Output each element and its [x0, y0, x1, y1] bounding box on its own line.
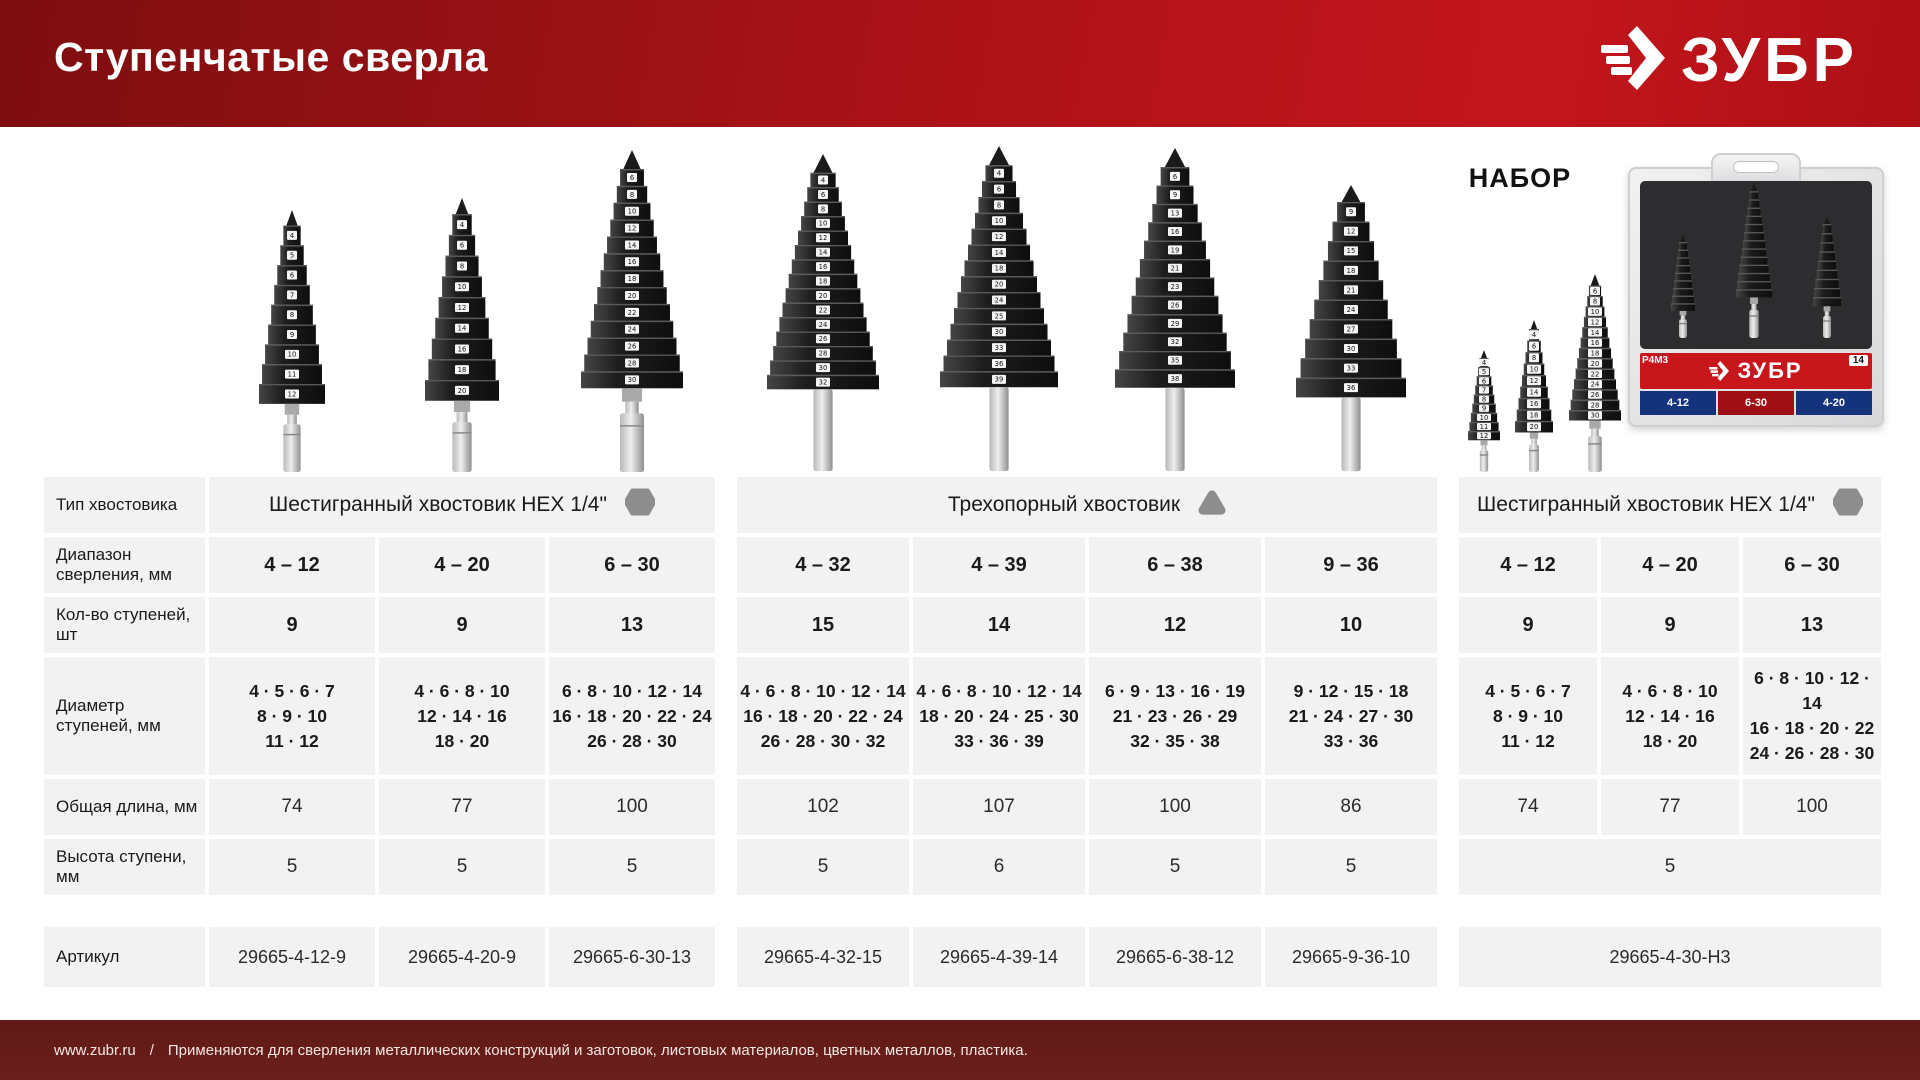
package-brand-strip: [1640, 353, 1872, 389]
package-size-labels: [1640, 391, 1872, 415]
set-drill-image-2: [1515, 320, 1553, 477]
svg-text:12: 12: [1346, 227, 1356, 236]
svg-text:12: 12: [457, 303, 467, 312]
svg-text:30: 30: [627, 376, 637, 385]
svg-text:32: 32: [818, 378, 828, 387]
diameter-cell: 6 · 8 · 10 · 12 · 14 16 · 18 · 20 · 22 24 · 26 · 28 · 30: [1743, 657, 1881, 775]
svg-text:28: 28: [1590, 401, 1600, 410]
svg-text:6: 6: [629, 173, 635, 182]
shank-cell: Шестигранный хвостовик HEX 1/4": [1459, 477, 1881, 533]
svg-text:10: 10: [818, 219, 828, 228]
svg-text:6: 6: [1592, 287, 1598, 296]
svg-text:5: 5: [289, 251, 295, 260]
svg-text:24: 24: [1590, 380, 1600, 389]
step-height-cell: 5: [737, 839, 909, 895]
svg-text:16: 16: [1590, 339, 1600, 348]
svg-text:10: 10: [287, 350, 297, 359]
svg-text:12: 12: [1590, 318, 1600, 327]
step-drill-image-5: [940, 146, 1058, 477]
svg-text:10: 10: [627, 207, 637, 216]
range-cell: 4 – 32: [737, 537, 909, 593]
article-cell: 29665-4-20-9: [379, 927, 545, 987]
header-band: [0, 0, 1920, 127]
svg-text:33: 33: [1346, 364, 1356, 373]
svg-text:28: 28: [818, 349, 828, 358]
svg-text:8: 8: [289, 311, 295, 320]
svg-text:18: 18: [994, 264, 1004, 273]
svg-text:8: 8: [459, 262, 465, 271]
hex-icon: [1833, 488, 1863, 522]
svg-text:26: 26: [1170, 301, 1180, 310]
diameter-cell: 4 · 5 · 6 · 7 8 · 9 · 10 11 · 12: [209, 657, 375, 775]
package-hanger: [1711, 153, 1801, 181]
brand-logo: [1601, 26, 1858, 95]
range-cell: 6 – 38: [1089, 537, 1261, 593]
length-cell: 102: [737, 779, 909, 835]
svg-text:6: 6: [1531, 342, 1537, 351]
svg-text:4: 4: [459, 220, 465, 229]
svg-text:10: 10: [1590, 308, 1600, 317]
row-label: Кол-во ступеней, шт: [44, 597, 205, 653]
steps-cell: 15: [737, 597, 909, 653]
zubr-bison-icon: [1601, 26, 1665, 95]
range-cell: 6 – 30: [549, 537, 715, 593]
svg-text:26: 26: [1590, 390, 1600, 399]
package-brand-name: ЗУБР: [1737, 358, 1803, 383]
row-label: Артикул: [44, 927, 205, 987]
length-cell: 107: [913, 779, 1085, 835]
svg-text:22: 22: [1590, 370, 1600, 379]
svg-text:12: 12: [287, 390, 297, 399]
svg-text:6: 6: [1172, 172, 1178, 181]
article-cell-merged: 29665-4-30-Н3: [1459, 927, 1881, 987]
svg-text:14: 14: [994, 248, 1004, 257]
article-cell: 29665-6-38-12: [1089, 927, 1261, 987]
range-cell: 9 – 36: [1265, 537, 1437, 593]
svg-text:8: 8: [629, 190, 635, 199]
svg-text:6: 6: [1481, 377, 1487, 386]
range-cell: 4 – 12: [1459, 537, 1597, 593]
svg-text:12: 12: [1529, 377, 1539, 386]
set-drill-image-1: [1468, 350, 1500, 477]
step-drill-image-4: [767, 154, 879, 477]
footer-separator: /: [149, 1041, 154, 1059]
step-height-cell: 5: [379, 839, 545, 895]
svg-text:8: 8: [1531, 354, 1537, 363]
svg-text:13: 13: [1170, 209, 1180, 218]
article-cell: 29665-6-30-13: [549, 927, 715, 987]
svg-text:18: 18: [1590, 349, 1600, 358]
step-drill-image-1: [259, 210, 325, 477]
svg-text:14: 14: [1529, 388, 1539, 397]
zubr-bison-icon: [1709, 361, 1729, 381]
svg-text:9: 9: [289, 330, 295, 339]
steps-cell: 9: [209, 597, 375, 653]
svg-text:24: 24: [994, 296, 1004, 305]
svg-text:10: 10: [457, 283, 467, 292]
svg-text:21: 21: [1170, 264, 1180, 273]
svg-text:4: 4: [1531, 331, 1537, 340]
svg-text:18: 18: [1346, 266, 1356, 275]
article-cell: 29665-4-39-14: [913, 927, 1085, 987]
svg-text:36: 36: [1346, 384, 1356, 393]
diameter-cell: 4 · 6 · 8 · 10 · 12 · 14 16 · 18 · 20 · 22 · 24 26 · 28 · 30 · 32: [737, 657, 909, 775]
product-images: [0, 127, 1920, 480]
diameter-cell: 4 · 6 · 8 · 10 12 · 14 · 16 18 · 20: [379, 657, 545, 775]
svg-text:11: 11: [287, 370, 297, 379]
svg-text:24: 24: [627, 325, 637, 334]
svg-text:25: 25: [994, 312, 1004, 321]
svg-text:16: 16: [627, 258, 637, 267]
svg-text:28: 28: [627, 359, 637, 368]
svg-text:20: 20: [627, 291, 637, 300]
svg-text:10: 10: [994, 217, 1004, 226]
svg-text:18: 18: [457, 366, 467, 375]
hex-icon: [625, 488, 655, 522]
range-cell: 6 – 30: [1743, 537, 1881, 593]
steps-cell: 9: [379, 597, 545, 653]
svg-text:30: 30: [1590, 411, 1600, 420]
steps-cell: 13: [549, 597, 715, 653]
svg-text:23: 23: [1170, 283, 1180, 292]
set-label: НАБОР: [1468, 163, 1572, 193]
svg-text:16: 16: [457, 345, 467, 354]
steps-cell: 9: [1601, 597, 1739, 653]
svg-text:12: 12: [994, 233, 1004, 242]
article-cell: 29665-4-32-15: [737, 927, 909, 987]
svg-text:30: 30: [818, 364, 828, 373]
svg-text:6: 6: [820, 190, 826, 199]
svg-text:12: 12: [1479, 432, 1489, 441]
svg-text:20: 20: [1529, 423, 1539, 432]
steps-cell: 9: [1459, 597, 1597, 653]
steps-cell: 13: [1743, 597, 1881, 653]
svg-text:4: 4: [820, 176, 826, 185]
steps-cell: 10: [1265, 597, 1437, 653]
range-cell: 4 – 39: [913, 537, 1085, 593]
step-drill-image-3: [581, 150, 683, 477]
svg-text:20: 20: [1590, 359, 1600, 368]
length-cell: 86: [1265, 779, 1437, 835]
svg-text:30: 30: [994, 328, 1004, 337]
step-height-cell: 6: [913, 839, 1085, 895]
range-cell: 4 – 12: [209, 537, 375, 593]
svg-text:6: 6: [996, 185, 1002, 194]
step-drill-image-7: [1296, 185, 1406, 477]
step-height-cell: 5: [549, 839, 715, 895]
svg-text:20: 20: [818, 291, 828, 300]
svg-text:35: 35: [1170, 356, 1180, 365]
length-cell: 74: [209, 779, 375, 835]
trilobe-icon: [1198, 488, 1226, 522]
svg-text:26: 26: [627, 342, 637, 351]
svg-text:8: 8: [1592, 297, 1598, 306]
svg-text:24: 24: [1346, 305, 1356, 314]
step-height-cell: 5: [1265, 839, 1437, 895]
svg-text:18: 18: [1529, 411, 1539, 420]
diameter-cell: 9 · 12 · 15 · 18 21 · 24 · 27 · 30 33 · 36: [1265, 657, 1437, 775]
svg-text:18: 18: [818, 277, 828, 286]
package-steel-grade: Р4М3: [1642, 355, 1669, 366]
svg-text:19: 19: [1170, 246, 1180, 255]
set-drill-image-3: [1569, 274, 1621, 477]
svg-text:33: 33: [994, 344, 1004, 353]
svg-text:4: 4: [289, 231, 295, 240]
svg-text:10: 10: [1479, 413, 1489, 422]
package-size-1: 4-12: [1640, 391, 1716, 415]
steps-cell: 12: [1089, 597, 1261, 653]
diameter-cell: 6 · 9 · 13 · 16 · 19 21 · 23 · 26 · 29 32 · 35 · 38: [1089, 657, 1261, 775]
step-height-cell: 5: [1089, 839, 1261, 895]
svg-text:5: 5: [1481, 368, 1487, 377]
svg-text:6: 6: [289, 271, 295, 280]
step-drill-image-2: [425, 198, 499, 477]
svg-text:14: 14: [627, 241, 637, 250]
package-size-2: 6-30: [1718, 391, 1794, 415]
shank-cell: Трехопорный хвостовик: [737, 477, 1437, 533]
length-cell: 74: [1459, 779, 1597, 835]
article-cell: 29665-4-12-9: [209, 927, 375, 987]
svg-text:16: 16: [818, 263, 828, 272]
svg-text:22: 22: [627, 308, 637, 317]
svg-text:14: 14: [457, 324, 467, 333]
svg-text:7: 7: [289, 291, 295, 300]
svg-text:18: 18: [627, 275, 637, 284]
svg-text:4: 4: [1481, 358, 1487, 367]
length-cell: 100: [1089, 779, 1261, 835]
svg-text:9: 9: [1172, 191, 1178, 200]
svg-text:29: 29: [1170, 319, 1180, 328]
length-cell: 77: [379, 779, 545, 835]
row-label: Общая длина, мм: [44, 779, 205, 835]
svg-text:32: 32: [1170, 338, 1180, 347]
svg-text:22: 22: [818, 306, 828, 315]
svg-text:11: 11: [1479, 422, 1489, 431]
svg-text:4: 4: [996, 169, 1002, 178]
svg-text:15: 15: [1346, 247, 1356, 256]
svg-text:14: 14: [1590, 328, 1600, 337]
range-cell: 4 – 20: [379, 537, 545, 593]
length-cell: 100: [1743, 779, 1881, 835]
row-label: Диаметр ступеней, мм: [44, 657, 205, 775]
package-qty-badge: 14: [1849, 355, 1868, 366]
svg-text:8: 8: [820, 205, 826, 214]
svg-text:36: 36: [994, 359, 1004, 368]
article-cell: 29665-9-36-10: [1265, 927, 1437, 987]
svg-text:14: 14: [818, 248, 828, 257]
svg-text:38: 38: [1170, 374, 1180, 383]
step-height-cell-merged: 5: [1459, 839, 1881, 895]
svg-text:9: 9: [1348, 208, 1354, 217]
svg-text:7: 7: [1481, 386, 1487, 395]
package-size-3: 4-20: [1796, 391, 1872, 415]
package-tray: [1640, 181, 1872, 349]
steps-cell: 14: [913, 597, 1085, 653]
length-cell: 100: [549, 779, 715, 835]
svg-text:27: 27: [1346, 325, 1356, 334]
site-url: www.zubr.ru: [54, 1041, 136, 1059]
row-label: Диапазон сверления, мм: [44, 537, 205, 593]
set-package-image: [1628, 167, 1884, 427]
svg-text:9: 9: [1481, 404, 1487, 413]
svg-text:8: 8: [996, 201, 1002, 210]
svg-text:12: 12: [818, 234, 828, 243]
svg-text:30: 30: [1346, 344, 1356, 353]
svg-text:39: 39: [994, 375, 1004, 384]
svg-text:21: 21: [1346, 286, 1356, 295]
svg-text:6: 6: [459, 241, 465, 250]
row-label: Высота ступени, мм: [44, 839, 205, 895]
svg-text:20: 20: [457, 386, 467, 395]
svg-text:20: 20: [994, 280, 1004, 289]
shank-cell: Шестигранный хвостовик HEX 1/4": [209, 477, 715, 533]
diameter-cell: 4 · 5 · 6 · 7 8 · 9 · 10 11 · 12: [1459, 657, 1597, 775]
row-label: Тип хвостовика: [44, 477, 205, 533]
svg-text:10: 10: [1529, 365, 1539, 374]
brand-name: ЗУБР: [1681, 25, 1858, 95]
range-cell: 4 – 20: [1601, 537, 1739, 593]
step-height-cell: 5: [209, 839, 375, 895]
diameter-cell: 4 · 6 · 8 · 10 · 12 · 14 18 · 20 · 24 · 25 · 30 33 · 36 · 39: [913, 657, 1085, 775]
usage-note: Применяются для сверления металлических конструкций и заготовок, листовых материалов, цветных металлов, пластика.: [167, 1041, 1028, 1059]
svg-text:8: 8: [1481, 395, 1487, 404]
spec-table: [44, 477, 1881, 987]
step-drill-image-6: [1115, 148, 1235, 477]
footer-band: [0, 1020, 1920, 1080]
length-cell: 77: [1601, 779, 1739, 835]
diameter-cell: 4 · 6 · 8 · 10 12 · 14 · 16 18 · 20: [1601, 657, 1739, 775]
svg-text:16: 16: [1529, 400, 1539, 409]
diameter-cell: 6 · 8 · 10 · 12 · 14 16 · 18 · 20 · 22 · 24 26 · 28 · 30: [549, 657, 715, 775]
svg-text:16: 16: [1170, 227, 1180, 236]
svg-text:12: 12: [627, 224, 637, 233]
page-title: Ступенчатые сверла: [54, 34, 488, 80]
svg-text:24: 24: [818, 320, 828, 329]
svg-text:26: 26: [818, 335, 828, 344]
